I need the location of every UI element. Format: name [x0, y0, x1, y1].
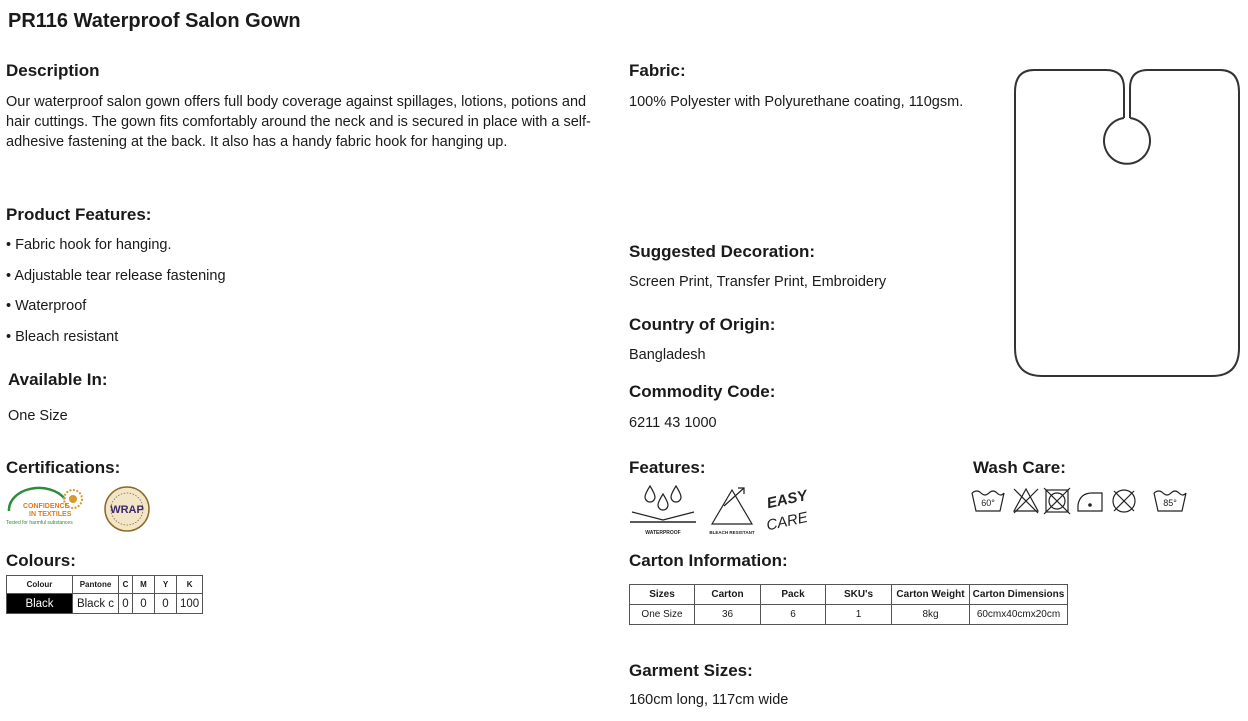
- waterproof-icon: [630, 486, 696, 536]
- suggested-decoration-value: Screen Print, Transfer Print, Embroidery: [629, 274, 887, 290]
- available-in-heading: Available In:: [8, 370, 108, 389]
- country-of-origin-value: Bangladesh: [629, 347, 706, 363]
- table-cell: 36: [695, 605, 761, 625]
- table-row: [7, 594, 203, 614]
- column-header: Carton Dimensions: [970, 585, 1068, 605]
- colour-table: [6, 575, 203, 614]
- bleach-resistant-icon: [709, 488, 754, 535]
- svg-text:CONFIDENCE: CONFIDENCE: [23, 503, 70, 510]
- list-item: • Fabric hook for hanging.: [6, 235, 226, 255]
- table-cell: 60cmx40cmx20cm: [970, 605, 1068, 625]
- do-not-tumble-dry-icon: [1044, 488, 1070, 514]
- fabric-heading: Fabric:: [629, 61, 686, 80]
- garment-sizes-value: 160cm long, 117cm wide: [629, 692, 789, 708]
- svg-text:CARE: CARE: [764, 508, 810, 535]
- table-cell: 8kg: [892, 605, 970, 625]
- commodity-code-heading: Commodity Code:: [629, 382, 776, 401]
- product-features-heading: Product Features:: [6, 205, 152, 224]
- suggested-decoration-heading: Suggested Decoration:: [629, 242, 816, 261]
- colours-heading: Colours:: [6, 551, 76, 570]
- svg-text:EASY: EASY: [765, 487, 809, 513]
- easy-care-icon: [765, 487, 811, 535]
- column-header: Colour: [7, 576, 73, 594]
- fabric-value: 100% Polyester with Polyurethane coating, 110gsm.: [629, 94, 964, 110]
- column-header: Pack: [761, 585, 826, 605]
- iron-low-icon: [1078, 493, 1102, 511]
- list-item: • Bleach resistant: [6, 327, 226, 347]
- table-cell: 100: [177, 594, 203, 614]
- features-heading: Features:: [629, 458, 706, 477]
- commodity-code-value: 6211 43 1000: [629, 415, 717, 431]
- svg-text:WRAP: WRAP: [110, 504, 144, 516]
- gown-outline-image: [1012, 66, 1242, 380]
- country-of-origin-heading: Country of Origin:: [629, 315, 776, 334]
- carton-table: [629, 584, 1068, 625]
- garment-sizes-heading: Garment Sizes:: [629, 661, 753, 680]
- svg-text:Tested for harmful substances: Tested for harmful substances: [6, 520, 73, 526]
- svg-text:WATERPROOF: WATERPROOF: [645, 530, 681, 536]
- table-header-row: [7, 576, 203, 594]
- table-cell: Black: [7, 594, 73, 614]
- wrap-logo: [105, 487, 149, 531]
- column-header: Carton: [695, 585, 761, 605]
- table-header-row: [630, 585, 1068, 605]
- column-header: Pantone: [73, 576, 119, 594]
- column-header: SKU's: [826, 585, 892, 605]
- svg-text:85°: 85°: [1163, 498, 1177, 508]
- list-item: • Adjustable tear release fastening: [6, 266, 226, 286]
- table-cell: Black c: [73, 594, 119, 614]
- column-header: M: [133, 576, 155, 594]
- table-cell: 0: [155, 594, 177, 614]
- oeko-tex-logo: [6, 488, 82, 526]
- description-heading: Description: [6, 61, 100, 80]
- available-in-value: One Size: [8, 408, 68, 424]
- svg-text:IN TEXTILES: IN TEXTILES: [29, 511, 72, 518]
- column-header: C: [119, 576, 133, 594]
- svg-text:60°: 60°: [981, 498, 995, 508]
- column-header: Sizes: [630, 585, 695, 605]
- table-cell: 6: [761, 605, 826, 625]
- description-text: Our waterproof salon gown offers full body coverage against spillages, lotions, potions and hair cuttings. The gown fits comfortably around the neck and is secured in place with a self-adhesive fastening at the back. It also has a handy fabric hook for hanging up.: [6, 94, 591, 150]
- table-cell: One Size: [630, 605, 695, 625]
- certifications-heading: Certifications:: [6, 458, 121, 477]
- wash-85-icon: [1154, 491, 1186, 511]
- column-header: Y: [155, 576, 177, 594]
- certification-logos: [5, 485, 155, 533]
- do-not-bleach-icon: [1014, 489, 1038, 513]
- wash-care-heading: Wash Care:: [973, 458, 1066, 477]
- carton-information-heading: Carton Information:: [629, 551, 788, 570]
- product-features-list: [6, 235, 226, 357]
- do-not-dry-clean-icon: [1113, 490, 1135, 512]
- column-header: K: [177, 576, 203, 594]
- feature-icons: [628, 482, 818, 540]
- svg-text:BLEACH RESISTANT: BLEACH RESISTANT: [709, 530, 755, 535]
- wash-60-icon: [972, 491, 1004, 511]
- page-title: PR116 Waterproof Salon Gown: [8, 10, 301, 32]
- table-row: [630, 605, 1068, 625]
- list-item: • Waterproof: [6, 296, 226, 316]
- wash-care-icons: [970, 485, 1192, 517]
- table-cell: 0: [119, 594, 133, 614]
- table-cell: 1: [826, 605, 892, 625]
- column-header: Carton Weight: [892, 585, 970, 605]
- table-cell: 0: [133, 594, 155, 614]
